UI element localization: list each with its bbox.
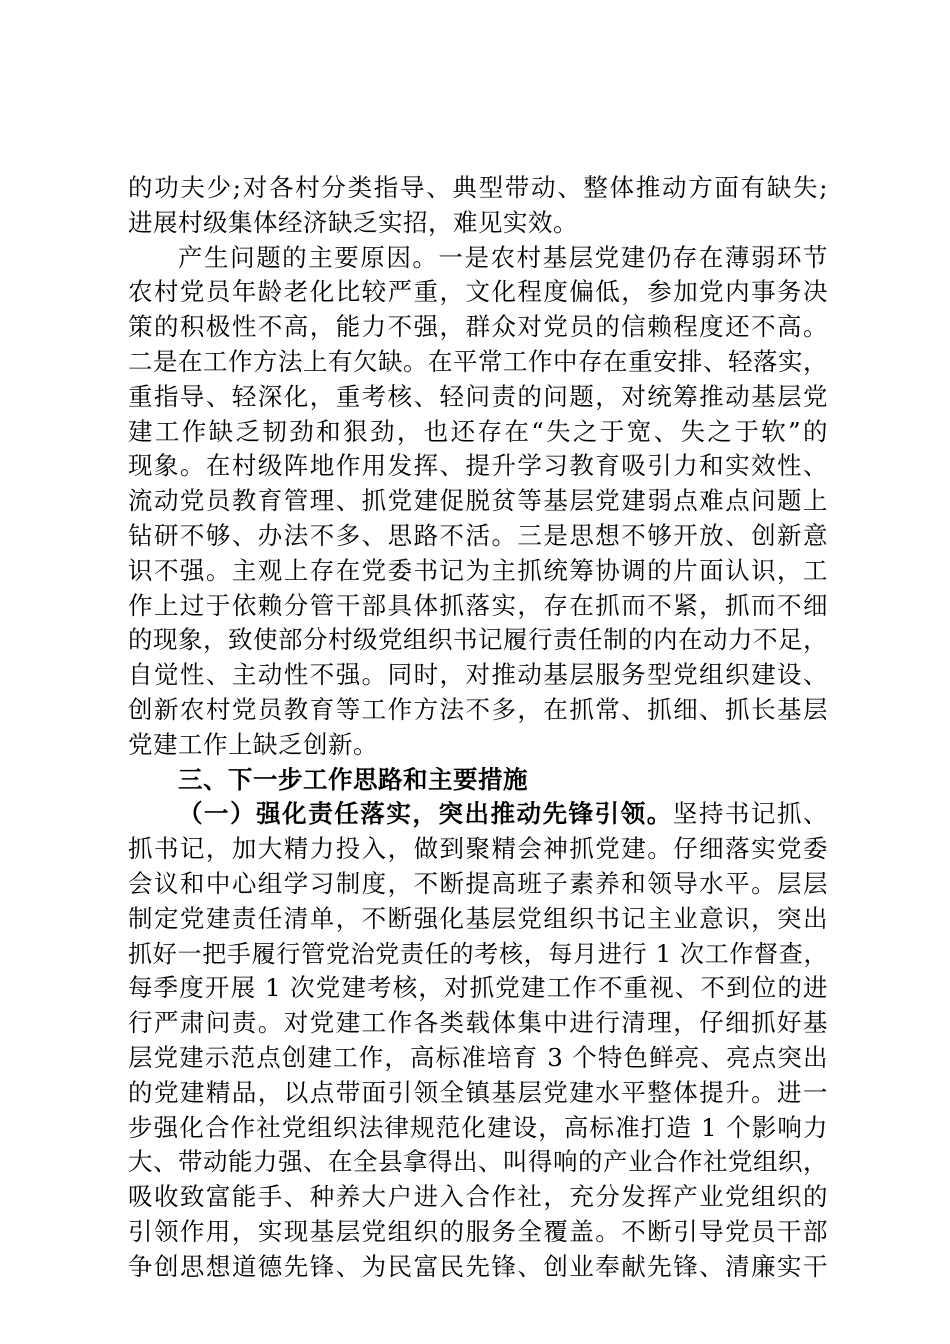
- text-line: 的现象，致使部分村级党组织书记履行责任制的内在动力不足，: [128, 625, 828, 655]
- sub-heading-line: [128, 797, 828, 832]
- text-line: 抓好一把手履行管党治党责任的考核，每月进行 1 次工作督查，: [128, 939, 828, 968]
- text-line: 创新农村党员教育等工作方法不多，在抓常、抓细、抓长基层: [128, 694, 828, 724]
- text-line: 自觉性、主动性不强。同时，对推动基层服务型党组织建设、: [128, 660, 828, 690]
- text-line: 行严肃问责。对党建工作各类载体集中进行清理，仔细抓好基: [128, 1008, 828, 1038]
- sub-heading-continuation: 坚持书记抓、: [672, 799, 829, 829]
- text-line: 吸收致富能手、种养大户进入合作社，充分发挥产业党组织的: [128, 1182, 828, 1212]
- text-line: 钻研不够、办法不多、思路不活。三是思想不够开放、创新意: [128, 520, 828, 550]
- text-line: 会议和中心组学习制度，不断提高班子素养和领导水平。层层: [128, 868, 828, 898]
- text-line: 重指导、轻深化，重考核、轻问责的问题，对统筹推动基层党: [128, 381, 828, 411]
- text-line: 流动党员教育管理、抓党建促脱贫等基层党建弱点难点问题上: [128, 486, 828, 516]
- text-line: 识不强。主观上存在党委书记为主抓统筹协调的片面认识，工: [128, 555, 828, 585]
- text-line: 建工作缺乏韧劲和狠劲，也还存在“失之于宽、失之于软”的: [128, 416, 828, 446]
- paragraph-start-line: 产生问题的主要原因。一是农村基层党建仍存在薄弱环节: [178, 242, 828, 272]
- text-line: 引领作用，实现基层党组织的服务全覆盖。不断引导党员干部: [128, 1216, 828, 1246]
- text-line: 农村党员年龄老化比较严重，文化程度偏低，参加党内事务决: [128, 277, 828, 307]
- text-line: 党建工作上缺乏创新。: [128, 729, 378, 759]
- text-line: 步强化合作社党组织法律规范化建设，高标准打造 1 个影响力: [128, 1112, 828, 1142]
- text-line: 策的积极性不高，能力不强，群众对党员的信赖程度还不高。: [128, 312, 828, 342]
- text-line: 作上过于依赖分管干部具体抓落实，存在抓而不紧，抓而不细: [128, 590, 828, 620]
- text-line: 大、带动能力强、在全县拿得出、叫得响的产业合作社党组织，: [128, 1147, 828, 1177]
- text-line: 的党建精品，以点带面引领全镇基层党建水平整体提升。进一: [128, 1077, 828, 1107]
- text-line: 抓书记，加大精力投入，做到聚精会神抓党建。仔细落实党委: [128, 834, 828, 864]
- text-line: 进展村级集体经济缺乏实招，难见实效。: [128, 207, 578, 237]
- text-line: 每季度开展 1 次党建考核，对抓党建工作不重视、不到位的进: [128, 973, 828, 1003]
- section-heading: 三、下一步工作思路和主要措施: [178, 764, 528, 794]
- text-line: 层党建示范点创建工作，高标准培育 3 个特色鲜亮、亮点突出: [128, 1042, 828, 1072]
- text-line: 争创思想道德先锋、为民富民先锋、创业奉献先锋、清廉实干: [128, 1251, 828, 1281]
- text-line: 的功夫少;对各村分类指导、典型带动、整体推动方面有缺失;: [128, 173, 828, 202]
- text-line: 现象。在村级阵地作用发挥、提升学习教育吸引力和实效性、: [128, 451, 828, 481]
- text-line: 制定党建责任清单，不断强化基层党组织书记主业意识，突出: [128, 903, 828, 933]
- document-body: [128, 171, 828, 1285]
- sub-heading: （一）强化责任落实，突出推动先锋引领。: [178, 799, 673, 829]
- text-line: 二是在工作方法上有欠缺。在平常工作中存在重安排、轻落实，: [128, 346, 828, 376]
